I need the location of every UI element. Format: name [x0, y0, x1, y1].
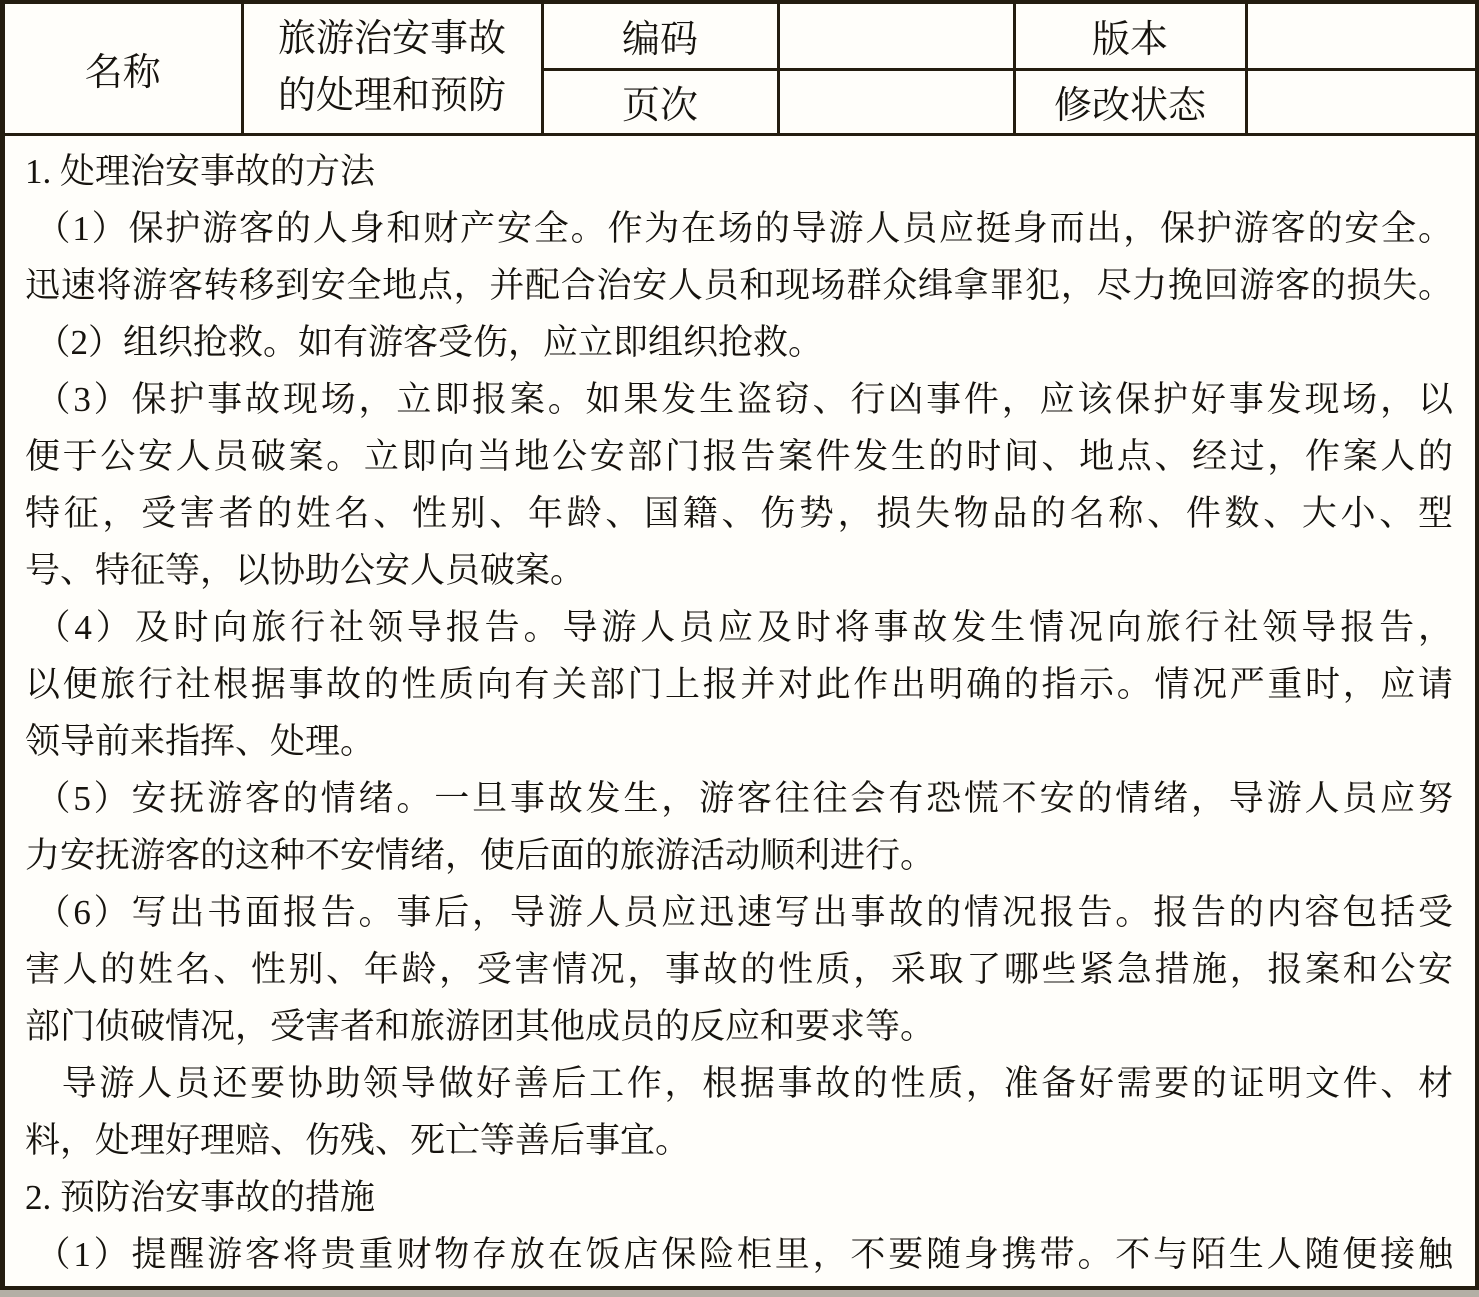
doc-header-table [5, 4, 1475, 136]
text-line: （1）保护游客的人身和财产安全。作为在场的导游人员应挺身而出，保护游客的安全。 [35, 208, 1453, 248]
text-line: （3）保护事故现场，立即报案。如果发生盗窃、行凶事件，应该保护好事发现场，以 [35, 379, 1453, 419]
text-line: 部门侦破情况，受害者和旅游团其他成员的反应和要求等。 [25, 1006, 936, 1046]
text-line: 特征，受害者的姓名、性别、年龄、国籍、伤势，损失物品的名称、件数、大小、型 [25, 493, 1453, 533]
page-label-cell: 页次 [542, 69, 778, 134]
text-line: （4）及时向旅行社领导报告。导游人员应及时将事故发生情况向旅行社领导报告， [35, 607, 1453, 647]
revision-value-cell [1246, 69, 1475, 134]
scan-bottom-edge [0, 1290, 1479, 1297]
text-line: 力安抚游客的这种不安情绪，使后面的旅游活动顺利进行。 [25, 835, 936, 875]
text-line: 迅速将游客转移到安全地点，并配合治安人员和现场群众缉拿罪犯，尽力挽回游客的损失。 [25, 265, 1453, 305]
text-line: （6）写出书面报告。事后，导游人员应迅速写出事故的情况报告。报告的内容包括受 [35, 892, 1453, 932]
code-value-cell [778, 4, 1014, 69]
version-label-cell: 版本 [1014, 4, 1246, 69]
text-line: 害人的姓名、性别、年龄，受害情况，事故的性质，采取了哪些紧急措施，报案和公安 [25, 949, 1453, 989]
text-line: 1. 处理治安事故的方法 [25, 151, 376, 191]
page-value-cell [778, 69, 1014, 134]
text-line: 导游人员还要协助领导做好善后工作，根据事故的性质，准备好需要的证明文件、材 [61, 1063, 1453, 1103]
doc-title-line1: 旅游治安事故 [277, 18, 506, 61]
doc-body [5, 136, 1475, 1283]
text-line: 领导前来指挥、处理。 [25, 721, 376, 761]
text-line: 以便旅行社根据事故的性质向有关部门上报并对此作出明确的指示。情况严重时，应请 [25, 664, 1453, 704]
text-line: （5）安抚游客的情绪。一旦事故发生，游客往往会有恐慌不安的情绪，导游人员应努 [35, 778, 1453, 818]
doc-title-cell [242, 4, 542, 134]
code-label-cell: 编码 [542, 4, 778, 69]
text-line: 号、特征等，以协助公安人员破案。 [25, 550, 586, 590]
text-line: 2. 预防治安事故的措施 [25, 1177, 376, 1217]
text-line: 料，处理好理赔、伤残、死亡等善后事宜。 [25, 1120, 691, 1160]
revision-label-cell: 修改状态 [1014, 69, 1246, 134]
doc-title-line2: 的处理和预防 [277, 75, 506, 118]
text-line: （2）组织抢救。如有游客受伤，应立即组织抢救。 [35, 322, 824, 362]
version-value-cell [1246, 4, 1475, 69]
name-label-cell: 名称 [5, 4, 242, 134]
text-line: 便于公安人员破案。立即向当地公安部门报告案件发生的时间、地点、经过，作案人的 [25, 436, 1453, 476]
text-line: （1）提醒游客将贵重财物存放在饭店保险柜里，不要随身携带。不与陌生人随便接触 [35, 1234, 1453, 1274]
